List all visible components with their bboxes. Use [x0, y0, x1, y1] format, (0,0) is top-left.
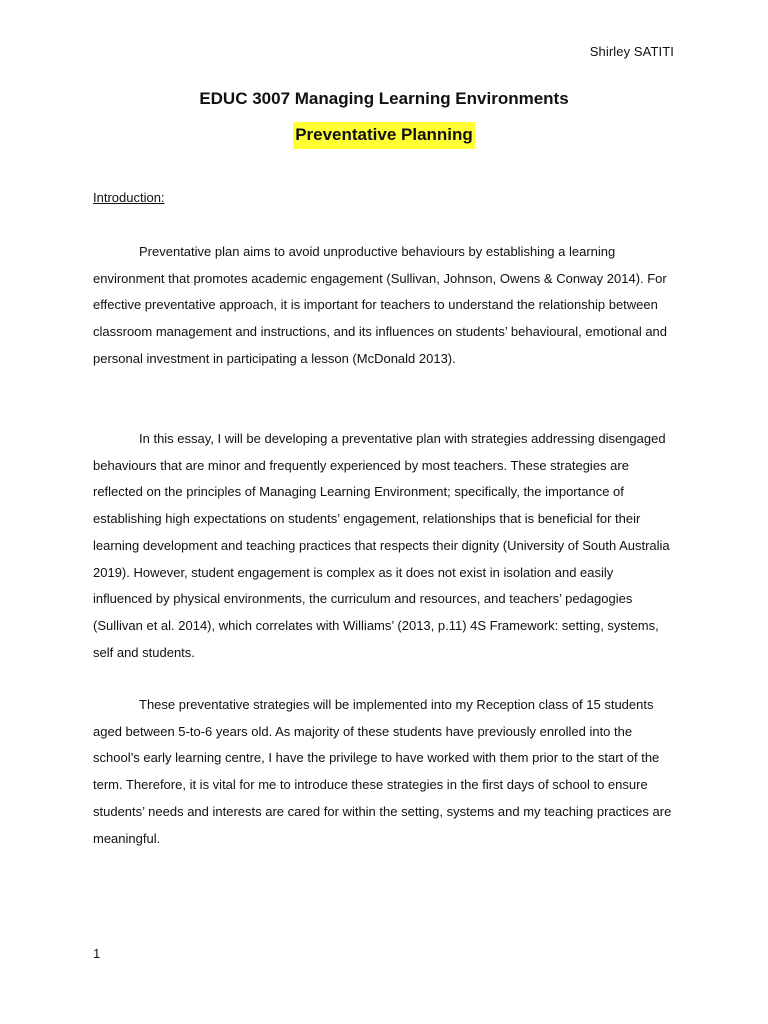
highlighted-subtitle: Preventative Planning [293, 122, 475, 149]
course-title: EDUC 3007 Managing Learning Environments [199, 89, 569, 108]
paragraph: These preventative strategies will be implemented into my Reception class of 15 students aged between 5-to-6 years old. As majority of these students have previously enrolled into the school’s early learning centre, I have the privilege to have worked with them prior to the start of the term. Therefore, it is vital for me to introduce these strategies in the first days of school to ensure students’ needs and interests are cared for within the setting, systems and my teaching practices are meaningful. [93, 697, 672, 846]
paragraph-block-1 [93, 239, 673, 373]
subtitle-container [0, 122, 768, 149]
paragraph: Preventative plan aims to avoid unproductive behaviours by establishing a learning environment that promotes academic engagement (Sullivan, Johnson, Owens & Conway 2014). For effective preventative approach, it is important for teachers to understand the relationship between classroom management and instructions, and its influences on students’ behavioural, emotional and personal investment in participating a lesson (McDonald 2013). [93, 244, 668, 366]
paragraph-block-2 [93, 426, 673, 666]
paragraph: In this essay, I will be developing a preventative plan with strategies addressing disengaged behaviours that are minor and frequently experienced by most teachers. These strategies are reflected on the principles of Managing Learning Environment; specifically, the importance of establishing high expectations on students’ engagement, relationships that is beneficial for their learning development and teaching practices that respects their dignity (University of South Australia 2019). However, student engagement is complex as it does not exist in isolation and easily influenced by physical environments, the curriculum and resources, and teachers’ pedagogies (Sullivan et al. 2014), which correlates with Williams’ (2013, p.11) 4S Framework: setting, systems, self and students. [93, 431, 670, 660]
paragraph-block-3 [93, 692, 673, 852]
section-heading-introduction: Introduction: [93, 190, 165, 205]
author-name: Shirley SATITI [589, 44, 674, 59]
page-number: 1 [93, 946, 101, 961]
